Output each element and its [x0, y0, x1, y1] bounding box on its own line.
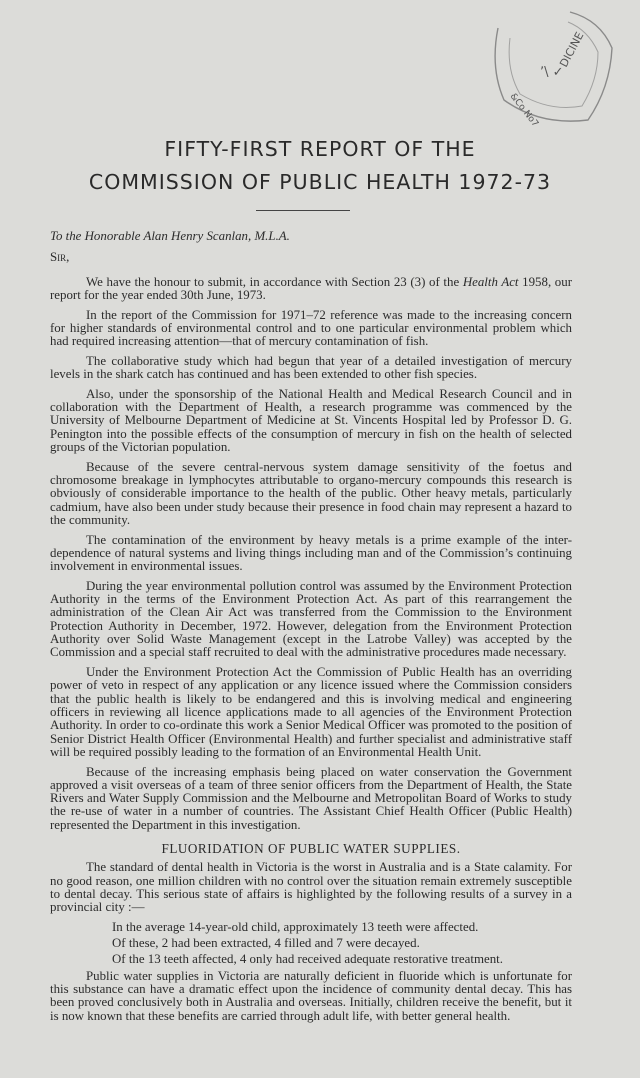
paragraph-9: Because of the increasing emphasis being placed on water conservation the Government approved a visit overseas of a team of three senior officers from the Department of Health, the State Rivers and Water Supply Commission and the Melbourne and Metropolitan Board of Works to study the re-use of water in a number of countries. The Assistant Chief Health Officer (Public Health) represented the Department in this investigation.	[50, 764, 572, 832]
report-title-line-2: COMMISSION OF PUBLIC HEALTH 1972-73	[88, 170, 552, 194]
paragraph-11: Public water supplies in Victoria are naturally deficient in fluoride which is unfortunate for this substance can have a dramatic effect upon the incidence of community dental decay. This has been proved conclusively both in Australia and overseas. Initially, children receive the benefit, but it is now known that these benefits are carried through adult life, with better general health.	[50, 968, 572, 1023]
paragraph-1	[50, 276, 572, 303]
title-divider	[256, 210, 350, 211]
addressee: To the Honorable Alan Henry Scanlan, M.L.A.	[50, 229, 290, 243]
section-heading: FLUORIDATION OF PUBLIC WATER SUPPLIES.	[161, 841, 461, 856]
svg-text:DICINE: DICINE	[557, 29, 587, 70]
svg-text:ʼ\ ✓: ʼ\ ✓	[540, 65, 564, 80]
library-stamp	[470, 8, 620, 128]
paragraph-6: The contamination of the environment by heavy metals is a prime example of the inter-dependence of natural systems and living things including man and of the Commission’s continuing involvement in environmental issues.	[50, 532, 572, 574]
paragraph-3: The collaborative study which had begun that year of a detailed investigation of mercury levels in the shark catch has continued and has been extended to other fish species.	[50, 353, 572, 382]
report-body	[50, 230, 572, 1029]
paragraph-4: Also, under the sponsorship of the National Health and Medical Research Council and in collaboration with the Department of Health, a research programme was commenced by the University of Melbourne Department of Medicine at St. Vincents Hospital led by Professor D. G. Penington into the possible effects of the consumption of mercury in fish on the health of selected groups of the Victorian population.	[50, 386, 572, 455]
paragraph-1-text-a: We have the honour to submit, in accordance with Section 23 (3) of the	[86, 274, 463, 289]
svg-text:&Co No7: &Co No7	[507, 91, 540, 128]
paragraph-1-text-b: 1958, our report for the year ended 30th June, 1973.	[50, 274, 572, 302]
report-title-line-1: FIFTY-FIRST REPORT OF THE	[164, 137, 476, 161]
list-item: Of the 13 teeth affected, 4 only had received adequate restorative treatment.	[112, 952, 503, 967]
paragraph-2: In the report of the Commission for 1971–72 reference was made to the increasing concern for higher standards of environmental control and to one particular environmental problem which had required increasing attention—that of mercury contamination of fish.	[50, 307, 572, 349]
act-title: Health Act	[462, 274, 519, 289]
list-item: Of these, 2 had been extracted, 4 filled and 7 were decayed.	[112, 936, 420, 951]
salutation: Sir,	[50, 250, 70, 265]
paragraph-8: Under the Environment Protection Act the Commission of Public Health has an overriding power of veto in respect of any application or any licence issued where the Commission considers that the public health is likely to be endangered and this is involving medical and engineering officers in reviewing all licence applications made to all agencies of the Environment Protection Authority. In order to co-ordinate this work a Senior Medical Officer was promoted to the position of Senior District Health Officer (Environmental Health) and further specialist and administrative staff will be required possibly leading to the formation of an Environmental Health Unit.	[50, 665, 572, 759]
paragraph-5: Because of the severe central-nervous system damage sensitivity of the foetus and chromosome breakage in lymphocytes attributable to organo-mercury compounds this research is obviously of considerable importance to the health of the public. Other heavy metals, particularly cadmium, have also been under study because their presence in food chain may represent a hazard to the community.	[50, 459, 572, 527]
list-item: In the average 14-year-old child, approximately 13 teeth were affected.	[112, 919, 479, 934]
paragraph-7: During the year environmental pollution control was assumed by the Environment Protection Authority in the terms of the Environment Protection Act. As part of this rearrangement the administration of the Clean Air Act was transferred from the Commission to the Environment Protection Authority in December, 1972. However, delegation from the Environment Protection Authority over Solid Waste Management (except in the Latrobe Valley) was accepted by the Commission and a special staff recruited to deal with the administrative procedures made necessary.	[50, 578, 572, 660]
paragraph-10: The standard of dental health in Victoria is the worst in Australia and is a State calamity. For no good reason, one million children with no control over the situation remain extremely susceptible to dental decay. This serious state of affairs is highlighted by the following results of a survey in a provincial city :—	[50, 860, 572, 915]
